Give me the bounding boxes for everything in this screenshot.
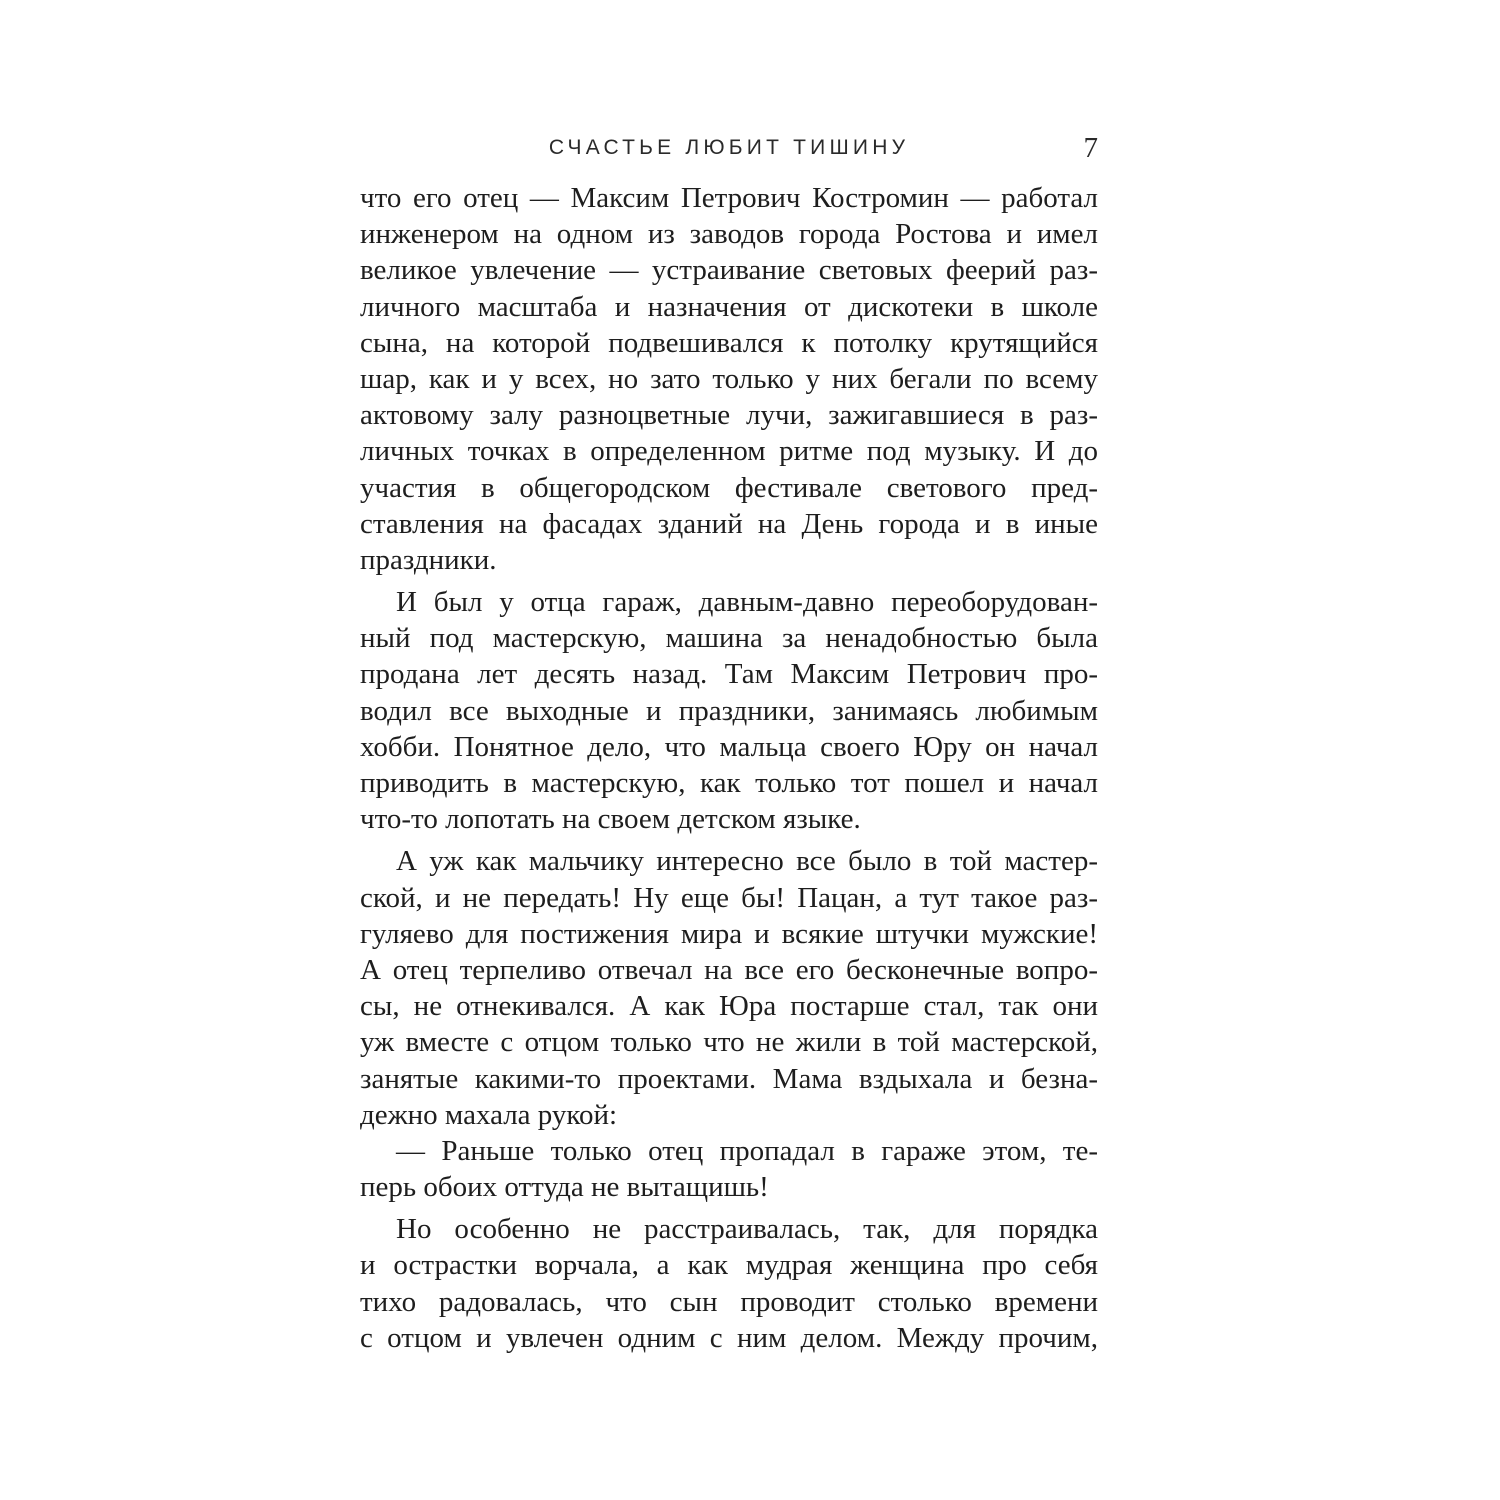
text-line: с отцом и увлечен одним с ним делом. Между прочим, [360, 1321, 1098, 1354]
text-line: дежно махала рукой: [360, 1098, 618, 1131]
page-number: 7 [1083, 132, 1098, 164]
paragraph [360, 1211, 1098, 1356]
text-line: гуляево для постижения мира и всякие штучки мужские! [360, 917, 1098, 950]
text-line: и острастки ворчала, а как мудрая женщина про себя [360, 1249, 1098, 1282]
text-line: сы, не отнекивался. А как Юра постарше стал, так они [360, 990, 1098, 1023]
text-line: А отец терпеливо отвечал на все его бесконечные вопро- [360, 953, 1098, 986]
running-title: СЧАСТЬЕ ЛЮБИТ ТИШИНУ [548, 136, 910, 159]
text-line: инженером на одном из заводов города Ростова и имел [360, 218, 1098, 251]
text-line: личного масштаба и назначения от дискотеки в школе [360, 290, 1098, 323]
text-line: водил все выходные и праздники, занимаясь любимым [360, 694, 1098, 727]
text-line: занятые какими-то проектами. Мама вздыхала и безна- [360, 1062, 1098, 1095]
running-head [360, 128, 1098, 168]
text-line: ставления на фасадах зданий на День города и в иные [360, 507, 1098, 540]
text-line: праздники. [360, 543, 497, 576]
text-line: личных точках в определенном ритме под музыку. И до [360, 435, 1098, 468]
dialogue-paragraph [360, 1133, 1098, 1205]
text-line: уж вместе с отцом только что не жили в той мастерской, [360, 1026, 1098, 1059]
text-line: перь обоих оттуда не вытащишь! [360, 1171, 769, 1204]
text-line: Но особенно не расстраивалась, так, для порядка [396, 1213, 1098, 1246]
text-line: сына, на которой подвешивался к потолку крутящийся [360, 326, 1098, 359]
paragraph [360, 843, 1098, 1133]
text-line: участия в общегородском фестивале светового пред- [360, 471, 1098, 504]
text-line: — Раньше только отец пропадал в гараже этом, те- [396, 1134, 1098, 1167]
text-line: ный под мастерскую, машина за ненадобностью была [360, 622, 1098, 655]
text-line: приводить в мастерскую, как только тот пошел и начал [360, 767, 1098, 799]
text-line: актовому залу разноцветные лучи, зажигавшиеся в раз- [360, 399, 1098, 432]
text-line: А уж как мальчику интересно все было в той мастер- [396, 845, 1098, 878]
text-line: что его отец — Максим Петрович Костромин — работал [360, 182, 1098, 214]
paragraph [360, 180, 1098, 578]
text-line: ской, и не передать! Ну еще бы! Пацан, а тут такое раз- [360, 881, 1098, 914]
paragraph [360, 584, 1098, 837]
text-line: шар, как и у всех, но зато только у них бегали по всему [360, 362, 1098, 395]
text-line: тихо радовалась, что сын проводит столько времени [360, 1285, 1098, 1318]
book-page [360, 128, 1098, 1368]
text-line: хобби. Понятное дело, что мальца своего Юру он начал [360, 730, 1098, 763]
text-line: продана лет десять назад. Там Максим Петрович про- [360, 658, 1098, 691]
body-text [360, 180, 1098, 1356]
text-line: великое увлечение — устраивание световых феерий раз- [360, 254, 1098, 287]
text-line: что-то лопотать на своем детском языке. [360, 803, 861, 836]
text-line: И был у отца гараж, давным-давно переоборудован- [396, 586, 1098, 619]
